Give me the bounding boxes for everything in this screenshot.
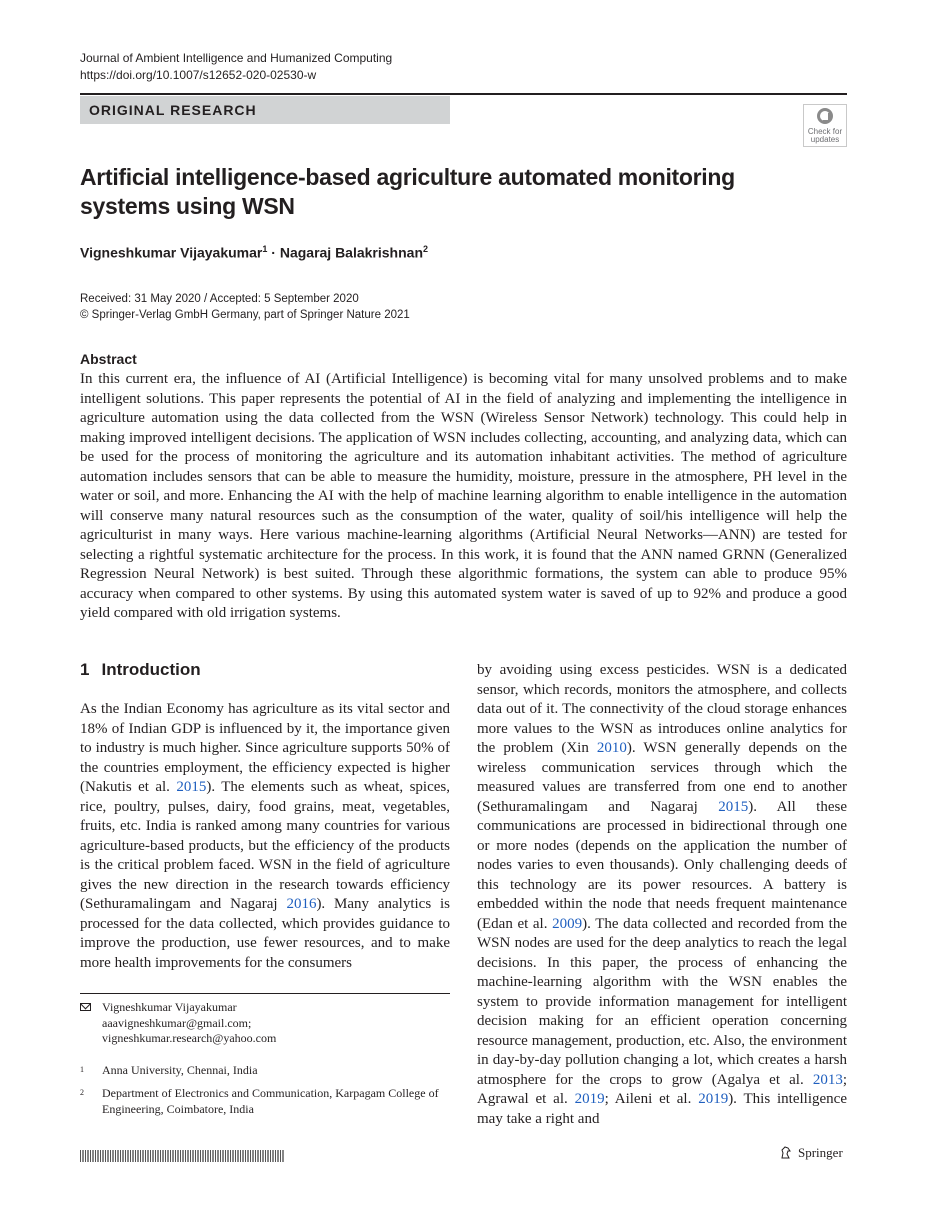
left-column-text bbox=[80, 700, 450, 973]
right-column-text bbox=[477, 661, 847, 1129]
author-1-affil: 1 bbox=[262, 244, 268, 254]
author-2[interactable]: Nagaraj Balakrishnan bbox=[279, 244, 423, 261]
affiliation-2: Department of Electronics and Communication, Karpagam College of Engineering, Coimbatore, India bbox=[102, 1086, 439, 1116]
body-text: ). WSN generally depends on the wireless communication services through which the measured values are transferred from one end to another (Sethuramalingam and Nagaraj bbox=[477, 740, 847, 815]
corresponding-author bbox=[102, 1000, 450, 1047]
doi-link[interactable]: https://doi.org/10.1007/s12652-020-02530-w bbox=[80, 68, 317, 82]
section-title: Introduction bbox=[101, 660, 201, 679]
contact-name: Vigneshkumar Vijayakumar bbox=[102, 1000, 237, 1014]
citation-link[interactable]: 2010 bbox=[596, 740, 627, 756]
journal-name: Journal of Ambient Intelligence and Humanized Computing bbox=[80, 51, 393, 65]
body-text: As the Indian Economy has agriculture as its vital sector and 18% of Indian GDP is influenced by it, the importance given to industry is much higher. Since agriculture supports 50% of the countries employment, the efficiency expected is higher (Nakutis et al. bbox=[80, 701, 450, 795]
citation-link[interactable]: 2019 bbox=[698, 1091, 729, 1107]
top-rule bbox=[80, 93, 847, 95]
springer-horse-icon bbox=[780, 1146, 792, 1159]
body-text: ; Aileni et al. bbox=[604, 1091, 699, 1107]
publisher-name: Springer bbox=[798, 1145, 843, 1160]
received-accepted: Received: 31 May 2020 / Accepted: 5 September 2020 bbox=[80, 293, 359, 305]
body-text: ). All these communications are processed in bidirectional through one or more nodes (depends on the application the number of nodes varies to even thousands). Only challenging deeds of this technology are its power resources. A battery is embedded within the node that needs frequent maintenance (Edan et al. bbox=[477, 798, 848, 932]
article-type: ORIGINAL RESEARCH bbox=[89, 102, 257, 118]
email-icon bbox=[80, 1000, 94, 1016]
check-updates-line1: Check for bbox=[807, 127, 843, 136]
check-for-updates-badge[interactable] bbox=[803, 104, 847, 147]
barcode-strip bbox=[80, 1150, 285, 1162]
citation-link[interactable]: 2015 bbox=[718, 798, 749, 815]
section-number: 1 bbox=[80, 660, 90, 679]
check-updates-icon bbox=[817, 108, 833, 124]
check-updates-line2: updates bbox=[810, 135, 840, 144]
paper-title: Artificial intelligence-based agriculture automated monitoring systems using WSN bbox=[80, 164, 735, 219]
journal-header bbox=[80, 50, 392, 84]
contact-email-1[interactable]: aaavigneshkumar@gmail.com; bbox=[102, 1015, 252, 1030]
body-text: ). This intelligence may take a right and bbox=[477, 1091, 847, 1127]
copyright: © Springer-Verlag GmbH Germany, part of Springer Nature 2021 bbox=[80, 309, 410, 321]
publication-dates bbox=[80, 291, 410, 323]
footnote-rule bbox=[80, 993, 450, 994]
body-text: ). The data collected and recorded from the WSN nodes are used for the deep analytics to reach the legal decisions. In this paper, the process of enhancing the machine-learning algorithm with the WSN enables the system to provide information management for intelligent decision making for an efficient operation concerning resource management, production, etc. Also, the environment in day-by-day pollution changing a lot, which creates a harsh atmosphere for the crops to grow (Agalya et al. bbox=[477, 915, 848, 1088]
article-type-banner bbox=[80, 96, 450, 124]
abstract-heading: Abstract bbox=[80, 351, 137, 367]
affiliation-1: Anna University, Chennai, India bbox=[102, 1063, 258, 1077]
citation-link[interactable]: 2013 bbox=[812, 1071, 843, 1088]
body-text: ). The elements such as wheat, spices, rice, poultry, pulses, dairy, food grains, meat, vegetables, fruits, etc. India is ranked among many countries for various agriculture-based products, but the efficiency of the products is the critical problem faced. WSN in the field of agriculture gives the new direction in the research towards efficiency (Sethuramalingam and Nagaraj bbox=[80, 779, 451, 912]
citation-link[interactable]: 2015 bbox=[176, 779, 207, 795]
contact-email-2[interactable]: vigneshkumar.research@yahoo.com bbox=[102, 1031, 277, 1045]
author-2-affil: 2 bbox=[423, 244, 429, 254]
citation-link[interactable]: 2019 bbox=[574, 1091, 605, 1107]
body-text: by avoiding using excess pesticides. WSN is a dedicated sensor, which records, monitors the atmosphere, and collects data out of it. The connectivity of the cloud storage enhances more values to the WSN as introduces online analytics for the problem (Xin bbox=[477, 662, 847, 756]
affiliation-number: 1 bbox=[80, 1065, 84, 1074]
publisher-logo bbox=[780, 1145, 843, 1161]
section-heading bbox=[80, 660, 201, 680]
body-text: ). Many analytics is processed for the data collected, which provides guidance to improve the production, use fewer resources, and to make more health improvements for the consumers bbox=[80, 896, 450, 971]
citation-link[interactable]: 2009 bbox=[552, 915, 583, 932]
citation-link[interactable]: 2016 bbox=[286, 896, 317, 912]
affiliation-number: 2 bbox=[80, 1088, 84, 1097]
author-1[interactable]: Vigneshkumar Vijayakumar bbox=[80, 244, 263, 261]
body-text: ; Agrawal et al. bbox=[477, 1071, 847, 1107]
abstract-text: In this current era, the influence of AI (Artificial Intelligence) is becoming vital for many unsolved problems and to make intelligent solutions. This paper represents the potential of AI in the field of analyzing and implementing the intelligence in agriculture automation using the data collected from the WSN (Wireless Sensor Network) technology. This could help in making improved intelligent decisions. The application of WSN includes collecting, accounting, and analyzing data, which can be used for the process of monitoring the agriculture and its automation inhabitant activities. The method of agriculture automation includes sensors that can be able to measure the humidity, moisture, pressure in the atmosphere, PH level in the water or soil, and more. Enhancing the AI with the help of machine learning algorithm to enable intelligence in the automation will conserve many natural resources such as the consumption of the water, quality of soil/his intelligence will help the agriculturist in many ways. Here various machine-learning algorithms (Artificial Neural Networks—ANN) are tested for selecting a rightful systematic architecture for the process. In this work, it is found that the ANN named GRNN (Generalized Regression Neural Network) is best suited. Through these algorithmic formations, the system can able to produce 95% accuracy when compared to other systems. By using this automated system water is saved of up to 92% and produce a good yield compared with old irrigation systems. bbox=[80, 371, 847, 621]
author-list: Vigneshkumar Vijayakumar$^1$ · Nagaraj Balakrishnan$^2$ bbox=[80, 244, 429, 261]
